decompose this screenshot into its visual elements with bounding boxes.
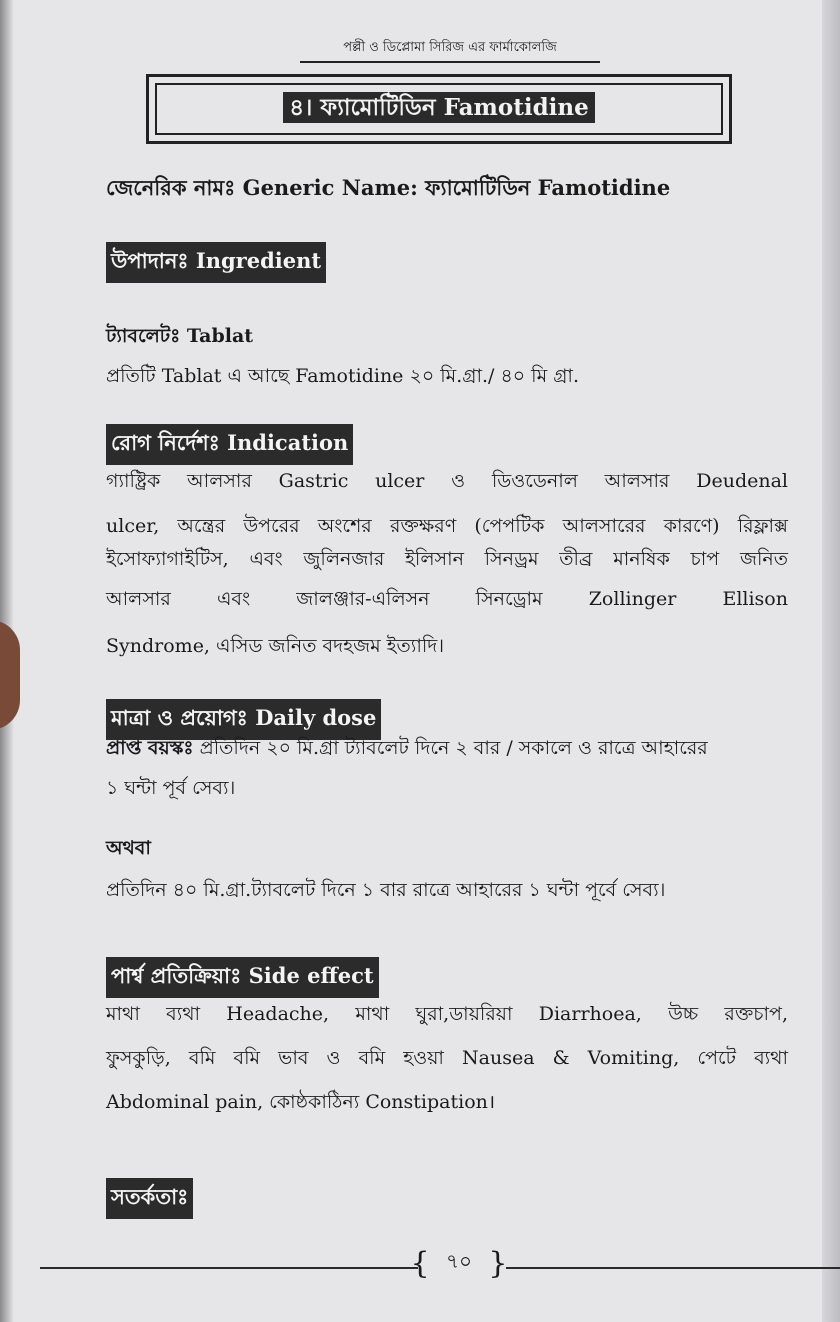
running-head: পল্লী ও ডিপ্লোমা সিরিজ এর ফার্মাকোলজি bbox=[300, 38, 600, 63]
indication-line: গ্যাষ্ট্রিক আলসার Gastric ulcer ও ডিওডেনাল আলসার Deudenal bbox=[106, 470, 788, 492]
drug-title: ৪। ফ্যামোটিডিন Famotidine bbox=[283, 92, 595, 123]
adult-dose-text: প্রতিদিন ২০ মি.গ্রা ট্যাবলেট দিনে ২ বার / সকালে ও রাত্রে আহারের bbox=[199, 737, 708, 759]
caution-heading: সতর্কতাঃ bbox=[106, 1178, 193, 1219]
adult-dose bbox=[106, 734, 708, 766]
footer-rule-right bbox=[506, 1267, 840, 1269]
side-effect-line: Abdominal pain, কোষ্ঠকাঠিন্য Constipation। bbox=[106, 1091, 496, 1113]
tablet-label: ট্যাবলেটঃ Tablat bbox=[106, 325, 254, 347]
side-effect-line: ফুসকুড়ি, বমি বমি ভাব ও বমি হওয়া Nausea & Vomiting, পেটে ব্যথা bbox=[106, 1047, 788, 1069]
tablet-composition: প্রতিটি Tablat এ আছে Famotidine ২০ মি.গ্রা./ ৪০ মি গ্রা. bbox=[106, 365, 579, 387]
side-effect-heading: পার্শ্ব প্রতিক্রিয়াঃ Side effect bbox=[106, 957, 379, 998]
adult-dose-continued: ১ ঘন্টা পূর্ব সেব্য। bbox=[106, 777, 236, 799]
generic-name: জেনেরিক নামঃ Generic Name: ফ্যামোটিডিন Famotidine bbox=[106, 175, 671, 200]
indication-line: ulcer, অন্ত্রের উপরের অংশের রক্তক্ষরণ (পেপটিক আলসারের কারণে) রিফ্লাক্স bbox=[106, 515, 788, 537]
adult-label: প্রাপ্ত বয়স্কঃ bbox=[106, 737, 194, 759]
indication-line: Syndrome, এসিড জনিত বদহজম ইত্যাদি। bbox=[106, 635, 445, 657]
page-number: { ৭০ } bbox=[410, 1246, 508, 1281]
title-frame bbox=[146, 74, 732, 144]
footer-rule-left bbox=[40, 1267, 418, 1269]
indication-line: আলসার এবং জালঞ্জার-এলিসন সিনড্রোম Zollinger Ellison bbox=[106, 588, 788, 610]
dose-heading: মাত্রা ও প্রয়োগঃ Daily dose bbox=[106, 699, 381, 740]
or-label: অথবা bbox=[106, 837, 151, 859]
ingredient-heading: উপাদানঃ Ingredient bbox=[106, 242, 326, 283]
alternative-dose: প্রতিদিন ৪০ মি.গ্রা.ট্যাবলেট দিনে ১ বার রাত্রে আহারের ১ ঘন্টা পূর্বে সেব্য। bbox=[106, 879, 666, 901]
page-edge bbox=[822, 0, 840, 1322]
indication-heading: রোগ নির্দেশঃ Indication bbox=[106, 424, 353, 465]
side-effect-line: মাথা ব্যথা Headache, মাথা ঘুরা,ডায়রিয়া Diarrhoea, উচ্চ রক্তচাপ, bbox=[106, 1003, 788, 1025]
indication-line: ইসোফ্যাগাইটিস, এবং জুলিনজার ইলিসান সিনড্রম তীব্র মানষিক চাপ জনিত bbox=[106, 548, 788, 570]
